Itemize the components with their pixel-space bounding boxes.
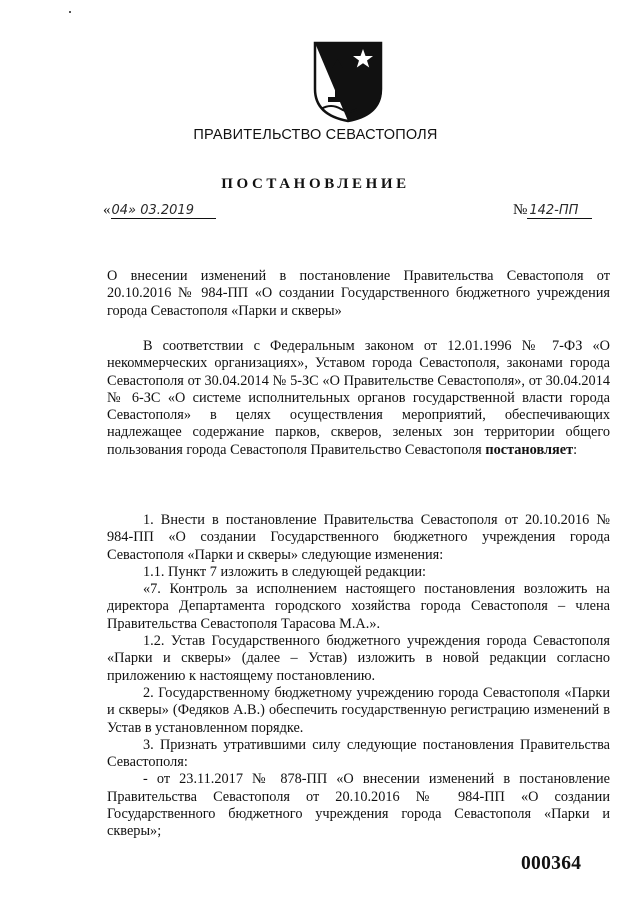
date-close-quote: » — [128, 203, 137, 218]
serial-number: 000364 — [521, 853, 582, 874]
body-paragraph: 1.2. Устав Государственного бюджетного учреждения города Севастополя «Парки и скверы» (далее – Устав) изложить в новой редакции согласно приложению к настоящему постановлению. — [107, 633, 610, 684]
handwritten-date — [111, 203, 216, 219]
body-paragraph: 1.1. Пункт 7 изложить в следующей редакции: — [143, 563, 426, 580]
decree-word: постановляет — [485, 441, 574, 458]
sevastopol-coat-of-arms-icon — [311, 39, 385, 123]
body-paragraph: «7. Контроль за исполнением настоящего постановления возложить на директора Департамента городского хозяйства города Севастополя – члена Правительства Севастополя Тарасова М.А.». — [107, 581, 610, 632]
date-day: 04 — [111, 203, 129, 218]
document-body — [107, 512, 610, 841]
body-paragraph: - от 23.11.2017 № 878-ПП «О внесении изменений в постановление Правительства Севастополя от 20.10.2016 № 984-ПП «О создании Государственного бюджетного учреждения города Севастополя «Парки и скверы»; — [107, 771, 610, 840]
preamble-text: В соответствии с Федеральным законом от 12.01.1996 № 7-ФЗ «О некоммерческих организациях», Уставом города Севастополя, законами города Севастополя от 30.04.2014 № 5-ЗС «О Правительстве Севастополя», от 30.04.2014 № 6-ЗС «О системе исполнительных органов государственной власти города Севастополя» в целях осуществления мероприятий, обеспечивающих надлежащее содержание парков, скверов, зеленых зон территории общего пользования города Севастополя Правительство Севастополя — [107, 338, 610, 458]
scan-speck — [69, 11, 71, 13]
handwritten-number: 142-ПП — [527, 203, 592, 219]
body-paragraph: 1. Внести в постановление Правительства Севастополя от 20.10.2016 № 984-ПП «О создании Государственного бюджетного учреждения города Севастополя «Парки и скверы» следующие изменения: — [107, 512, 610, 563]
document-number — [513, 202, 613, 219]
document-type-heading: ПОСТАНОВЛЕНИЕ — [221, 176, 410, 192]
body-paragraph: 2. Государственному бюджетному учреждению города Севастополя «Парки и скверы» (Федяков А.В.) обеспечить государственную регистрацию изменений в Устав в установленном порядке. — [107, 684, 610, 736]
date-open-quote: « — [103, 202, 111, 218]
preamble-colon: : — [573, 441, 578, 458]
number-prefix: № — [513, 202, 528, 218]
document-date — [103, 202, 223, 219]
preamble — [107, 338, 610, 459]
government-title: ПРАВИТЕЛЬСТВО СЕВАСТОПОЛЯ — [193, 127, 438, 143]
body-paragraph: 3. Признать утратившими силу следующие постановления Правительства Севастополя: — [107, 736, 610, 771]
date-rest: 03.2019 — [140, 203, 194, 218]
document-title: О внесении изменений в постановление Правительства Севастополя от 20.10.2016 № 984-ПП «О создании Государственного бюджетного учреждения города Севастополя «Парки и скверы» — [107, 268, 610, 319]
